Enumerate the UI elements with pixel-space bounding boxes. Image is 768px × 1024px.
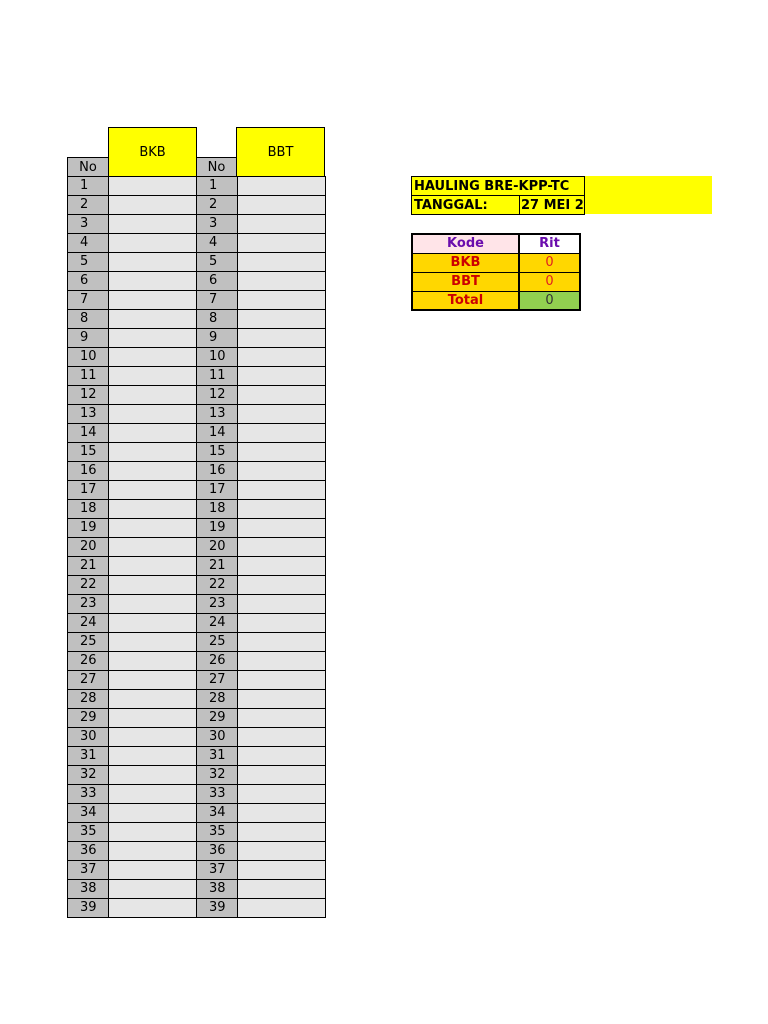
table-row (68, 215, 198, 234)
bkb-cell[interactable] (109, 215, 198, 234)
row-number: 33 (197, 785, 238, 804)
row-number: 39 (197, 899, 238, 918)
row-number: 34 (197, 804, 238, 823)
bbt-cell[interactable] (238, 880, 326, 899)
row-number: 13 (197, 405, 238, 424)
row-number: 10 (68, 348, 109, 367)
row-number: 14 (68, 424, 109, 443)
summary-row-bbt-label: BBT (412, 272, 519, 291)
no-header-left: No (67, 157, 109, 177)
row-number: 16 (197, 462, 238, 481)
row-number: 8 (68, 310, 109, 329)
bkb-cell[interactable] (109, 728, 198, 747)
table-row (68, 899, 198, 918)
table-row (68, 576, 198, 595)
bbt-cell[interactable] (238, 747, 326, 766)
table-row (68, 310, 198, 329)
row-number: 13 (68, 405, 109, 424)
table-row (197, 424, 326, 443)
bbt-cell[interactable] (238, 633, 326, 652)
report-title: HAULING BRE-KPP-TC (412, 177, 585, 196)
bkb-cell[interactable] (109, 595, 198, 614)
table-row (68, 709, 198, 728)
table-row (68, 234, 198, 253)
bkb-cell[interactable] (109, 234, 198, 253)
table-row (197, 234, 326, 253)
table-row (68, 272, 198, 291)
row-number: 12 (197, 386, 238, 405)
table-row (68, 291, 198, 310)
bkb-cell[interactable] (109, 614, 198, 633)
table-row (197, 348, 326, 367)
table-row (68, 842, 198, 861)
table-row (197, 804, 326, 823)
row-number: 27 (197, 671, 238, 690)
row-number: 4 (68, 234, 109, 253)
table-row (197, 443, 326, 462)
table-row (68, 500, 198, 519)
bbt-cell[interactable] (238, 557, 326, 576)
row-number: 22 (68, 576, 109, 595)
table-row (68, 177, 198, 196)
header-highlight-strip (580, 176, 712, 214)
bkb-cell[interactable] (109, 804, 198, 823)
bkb-cell[interactable] (109, 823, 198, 842)
row-number: 4 (197, 234, 238, 253)
row-number: 3 (68, 215, 109, 234)
table-row (197, 310, 326, 329)
bbt-cell[interactable] (238, 253, 326, 272)
report-header (411, 176, 585, 215)
row-number: 7 (68, 291, 109, 310)
table-row (197, 519, 326, 538)
row-number: 8 (197, 310, 238, 329)
table-row (68, 595, 198, 614)
table-row (197, 481, 326, 500)
bkb-cell[interactable] (109, 405, 198, 424)
table-row (197, 253, 326, 272)
bkb-cell[interactable] (109, 690, 198, 709)
bkb-cell[interactable] (109, 196, 198, 215)
date-value: 27 MEI 2 (521, 197, 584, 213)
row-number: 1 (68, 177, 109, 196)
row-number: 9 (68, 329, 109, 348)
bbt-cell[interactable] (238, 367, 326, 386)
table-row (68, 861, 198, 880)
table-row (68, 880, 198, 899)
bkb-cell[interactable] (109, 842, 198, 861)
row-number: 7 (197, 291, 238, 310)
bbt-cell[interactable] (238, 671, 326, 690)
bbt-cell[interactable] (238, 576, 326, 595)
row-number: 38 (68, 880, 109, 899)
table-row (197, 652, 326, 671)
table-row (197, 766, 326, 785)
row-number: 2 (68, 196, 109, 215)
row-number: 26 (197, 652, 238, 671)
table-row (68, 690, 198, 709)
row-number: 5 (197, 253, 238, 272)
bkb-cell[interactable] (109, 709, 198, 728)
summary-total-rit: 0 (519, 291, 580, 310)
bkb-cell[interactable] (109, 899, 198, 918)
table-row (197, 690, 326, 709)
table-row (68, 766, 198, 785)
row-number: 6 (68, 272, 109, 291)
bbt-cell[interactable] (238, 234, 326, 253)
bkb-cell[interactable] (109, 538, 198, 557)
table-row (197, 842, 326, 861)
row-number: 29 (197, 709, 238, 728)
bkb-column-header: BKB (108, 127, 197, 177)
bbt-cell[interactable] (238, 348, 326, 367)
bkb-cell[interactable] (109, 747, 198, 766)
summary-row-bbt-rit: 0 (519, 272, 580, 291)
row-number: 17 (68, 481, 109, 500)
table-row (197, 861, 326, 880)
bbt-cell[interactable] (238, 443, 326, 462)
row-number: 15 (197, 443, 238, 462)
date-label: TANGGAL: (412, 196, 520, 215)
row-number: 11 (68, 367, 109, 386)
table-row (197, 196, 326, 215)
bbt-cell[interactable] (238, 424, 326, 443)
row-number: 37 (197, 861, 238, 880)
row-number: 18 (68, 500, 109, 519)
bbt-cell[interactable] (238, 652, 326, 671)
row-number: 21 (197, 557, 238, 576)
bbt-cell[interactable] (238, 690, 326, 709)
bbt-cell[interactable] (238, 462, 326, 481)
table-row (197, 405, 326, 424)
row-number: 26 (68, 652, 109, 671)
bbt-cell[interactable] (238, 709, 326, 728)
bkb-cell[interactable] (109, 443, 198, 462)
row-number: 15 (68, 443, 109, 462)
bbt-cell[interactable] (238, 500, 326, 519)
bkb-cell[interactable] (109, 329, 198, 348)
row-number: 22 (197, 576, 238, 595)
row-number: 38 (197, 880, 238, 899)
bkb-cell[interactable] (109, 462, 198, 481)
row-number: 16 (68, 462, 109, 481)
table-row (197, 785, 326, 804)
bbt-cell[interactable] (238, 842, 326, 861)
table-row (68, 196, 198, 215)
bbt-column-header: BBT (236, 127, 325, 177)
row-number: 14 (197, 424, 238, 443)
bkb-cell[interactable] (109, 367, 198, 386)
bkb-cell[interactable] (109, 272, 198, 291)
table-row (68, 405, 198, 424)
table-row (197, 633, 326, 652)
bkb-cell[interactable] (109, 177, 198, 196)
table-row (197, 557, 326, 576)
row-number: 20 (68, 538, 109, 557)
table-row (68, 253, 198, 272)
bkb-cell[interactable] (109, 519, 198, 538)
table-row (197, 880, 326, 899)
table-row (197, 462, 326, 481)
no-header-right: No (196, 157, 237, 177)
row-number: 32 (68, 766, 109, 785)
bkb-log-table (67, 176, 198, 918)
table-row (68, 614, 198, 633)
table-row (68, 747, 198, 766)
bbt-cell[interactable] (238, 785, 326, 804)
row-number: 23 (197, 595, 238, 614)
bkb-cell[interactable] (109, 633, 198, 652)
table-row (197, 576, 326, 595)
bbt-cell[interactable] (238, 804, 326, 823)
row-number: 30 (68, 728, 109, 747)
table-row (68, 386, 198, 405)
row-number: 30 (197, 728, 238, 747)
row-number: 36 (197, 842, 238, 861)
table-row (68, 538, 198, 557)
row-number: 3 (197, 215, 238, 234)
table-row (68, 823, 198, 842)
bbt-log-table (196, 176, 326, 918)
bkb-cell[interactable] (109, 880, 198, 899)
bbt-cell[interactable] (238, 614, 326, 633)
summary-row-bkb-rit: 0 (519, 253, 580, 272)
bkb-cell[interactable] (109, 481, 198, 500)
bkb-cell[interactable] (109, 652, 198, 671)
summary-total-label: Total (412, 291, 519, 310)
row-number: 17 (197, 481, 238, 500)
bbt-cell[interactable] (238, 386, 326, 405)
row-number: 31 (197, 747, 238, 766)
bbt-cell[interactable] (238, 329, 326, 348)
row-number: 36 (68, 842, 109, 861)
row-number: 34 (68, 804, 109, 823)
table-row (197, 709, 326, 728)
table-row (68, 652, 198, 671)
row-number: 23 (68, 595, 109, 614)
bbt-cell[interactable] (238, 405, 326, 424)
row-number: 12 (68, 386, 109, 405)
table-row (197, 728, 326, 747)
table-row (197, 215, 326, 234)
kode-header: Kode (412, 234, 519, 253)
row-number: 11 (197, 367, 238, 386)
row-number: 25 (197, 633, 238, 652)
row-number: 20 (197, 538, 238, 557)
table-row (68, 785, 198, 804)
row-number: 27 (68, 671, 109, 690)
bkb-cell[interactable] (109, 291, 198, 310)
row-number: 24 (197, 614, 238, 633)
bkb-cell[interactable] (109, 500, 198, 519)
row-number: 31 (68, 747, 109, 766)
table-row (197, 291, 326, 310)
row-number: 5 (68, 253, 109, 272)
row-number: 33 (68, 785, 109, 804)
bbt-cell[interactable] (238, 861, 326, 880)
bbt-cell[interactable] (238, 215, 326, 234)
bbt-cell[interactable] (238, 272, 326, 291)
table-row (197, 386, 326, 405)
table-row (197, 671, 326, 690)
summary-table (411, 233, 581, 311)
bkb-cell[interactable] (109, 576, 198, 595)
table-row (68, 557, 198, 576)
bbt-cell[interactable] (238, 899, 326, 918)
table-row (68, 804, 198, 823)
row-number: 19 (197, 519, 238, 538)
table-row (197, 367, 326, 386)
bkb-cell[interactable] (109, 557, 198, 576)
bkb-cell[interactable] (109, 386, 198, 405)
row-number: 29 (68, 709, 109, 728)
bbt-cell[interactable] (238, 538, 326, 557)
bbt-cell[interactable] (238, 823, 326, 842)
table-row (197, 823, 326, 842)
bbt-cell[interactable] (238, 481, 326, 500)
bkb-cell[interactable] (109, 310, 198, 329)
row-number: 1 (197, 177, 238, 196)
bkb-cell[interactable] (109, 766, 198, 785)
bkb-cell[interactable] (109, 424, 198, 443)
bkb-cell[interactable] (109, 671, 198, 690)
row-number: 21 (68, 557, 109, 576)
table-row (68, 462, 198, 481)
bbt-cell[interactable] (238, 595, 326, 614)
row-number: 35 (197, 823, 238, 842)
summary-row-bkb-label: BKB (412, 253, 519, 272)
table-row (197, 177, 326, 196)
table-row (197, 329, 326, 348)
table-row (197, 614, 326, 633)
bbt-cell[interactable] (238, 196, 326, 215)
table-row (68, 424, 198, 443)
table-row (197, 747, 326, 766)
row-number: 2 (197, 196, 238, 215)
row-number: 19 (68, 519, 109, 538)
bkb-cell[interactable] (109, 861, 198, 880)
row-number: 28 (68, 690, 109, 709)
table-row (68, 367, 198, 386)
bbt-cell[interactable] (238, 728, 326, 747)
table-row (68, 671, 198, 690)
table-row (197, 899, 326, 918)
bkb-cell[interactable] (109, 348, 198, 367)
table-row (68, 519, 198, 538)
table-row (197, 538, 326, 557)
rit-header: Rit (519, 234, 580, 253)
row-number: 18 (197, 500, 238, 519)
table-row (197, 272, 326, 291)
table-row (68, 329, 198, 348)
bkb-cell[interactable] (109, 253, 198, 272)
table-row (197, 595, 326, 614)
row-number: 39 (68, 899, 109, 918)
bkb-cell[interactable] (109, 785, 198, 804)
bbt-cell[interactable] (238, 291, 326, 310)
row-number: 25 (68, 633, 109, 652)
table-row (68, 481, 198, 500)
row-number: 28 (197, 690, 238, 709)
bbt-cell[interactable] (238, 177, 326, 196)
table-row (68, 633, 198, 652)
row-number: 32 (197, 766, 238, 785)
bbt-cell[interactable] (238, 766, 326, 785)
table-row (68, 443, 198, 462)
bbt-cell[interactable] (238, 310, 326, 329)
row-number: 35 (68, 823, 109, 842)
row-number: 24 (68, 614, 109, 633)
bbt-cell[interactable] (238, 519, 326, 538)
row-number: 6 (197, 272, 238, 291)
table-row (68, 348, 198, 367)
table-row (68, 728, 198, 747)
table-row (197, 500, 326, 519)
row-number: 37 (68, 861, 109, 880)
row-number: 10 (197, 348, 238, 367)
row-number: 9 (197, 329, 238, 348)
